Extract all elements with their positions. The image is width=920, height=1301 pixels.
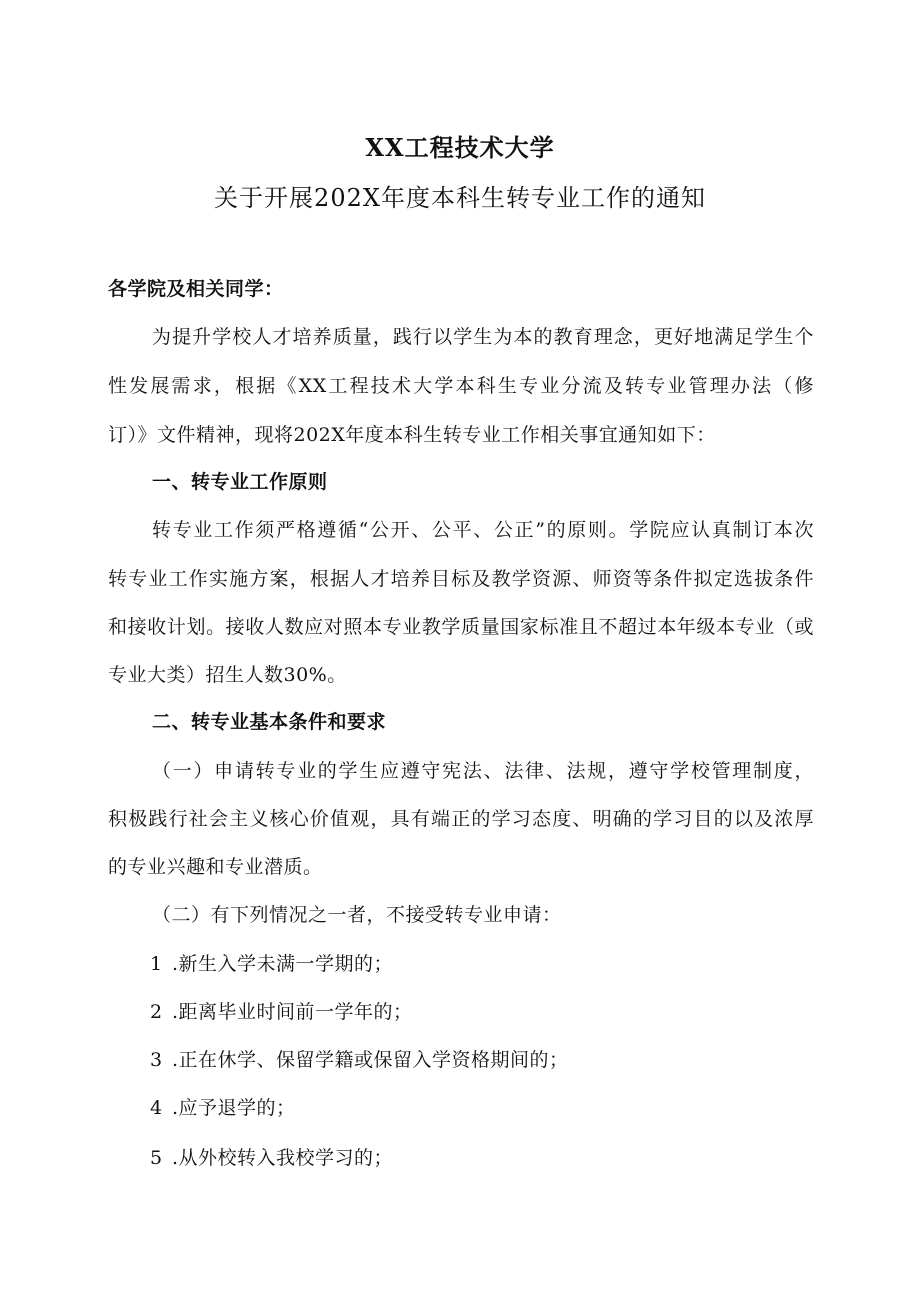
- section1-heading: 一、转专业工作原则: [152, 471, 328, 493]
- intro-line-1: 为提升学校人才培养质量，践行以学生为本的教育理念，更好地满足学生个: [152, 326, 814, 348]
- list-item-number: 5: [150, 1147, 163, 1169]
- section1-line-2: 转专业工作实施方案，根据人才培养目标及教学资源、师资等条件拟定选拔条件: [108, 568, 814, 590]
- section2-p1-line-2: 积极践行社会主义核心价值观，具有端正的学习态度、明确的学习目的以及浓厚: [108, 808, 814, 830]
- list-item-text: .应予退学的；: [172, 1097, 296, 1119]
- document-title-line1: XX工程技术大学: [365, 133, 555, 162]
- list-item: [150, 1144, 856, 1172]
- section2-p1-line-3: 的专业兴趣和专业潜质。: [108, 856, 323, 878]
- list-item: [150, 950, 856, 978]
- document-title-line2: 关于开展202X年度本科生转专业工作的通知: [214, 184, 706, 212]
- list-item-text: .正在休学、保留学籍或保留入学资格期间的；: [172, 1049, 569, 1071]
- section1-line-1: 转专业工作须严格遵循“公开、公平、公正”的原则。学院应认真制订本次: [152, 519, 814, 541]
- section1-line-4: 专业大类）招生人数30%。: [108, 664, 347, 686]
- list-item-number: 3: [150, 1049, 163, 1071]
- list-item: [150, 1094, 856, 1122]
- list-item-number: 1: [150, 953, 163, 975]
- section2-p1-line-1: （一）申请转专业的学生应遵守宪法、法律、法规，遵守学校管理制度，: [152, 760, 814, 782]
- list-item-number: 4: [150, 1097, 163, 1119]
- list-item-text: .新生入学未满一学期的；: [172, 953, 394, 975]
- list-item: [150, 998, 856, 1026]
- list-item-text: .从外校转入我校学习的；: [172, 1147, 394, 1169]
- section2-p2: （二）有下列情况之一者，不接受转专业申请：: [152, 904, 562, 926]
- section2-heading: 二、转专业基本条件和要求: [152, 711, 387, 733]
- list-item-number: 2: [150, 1001, 163, 1023]
- section1-line-3: 和接收计划。接收人数应对照本专业教学质量国家标准且不超过本年级本专业（或: [108, 616, 814, 638]
- list-item: [150, 1046, 856, 1074]
- intro-line-3: 订）》文件精神，现将202X年度本科生转专业工作相关事宜通知如下：: [108, 424, 716, 446]
- list-item-text: .距离毕业时间前一学年的；: [172, 1001, 413, 1023]
- salutation: 各学院及相关同学：: [108, 278, 284, 300]
- intro-line-2: 性发展需求，根据《XX工程技术大学本科生专业分流及转专业管理办法（修: [108, 375, 814, 397]
